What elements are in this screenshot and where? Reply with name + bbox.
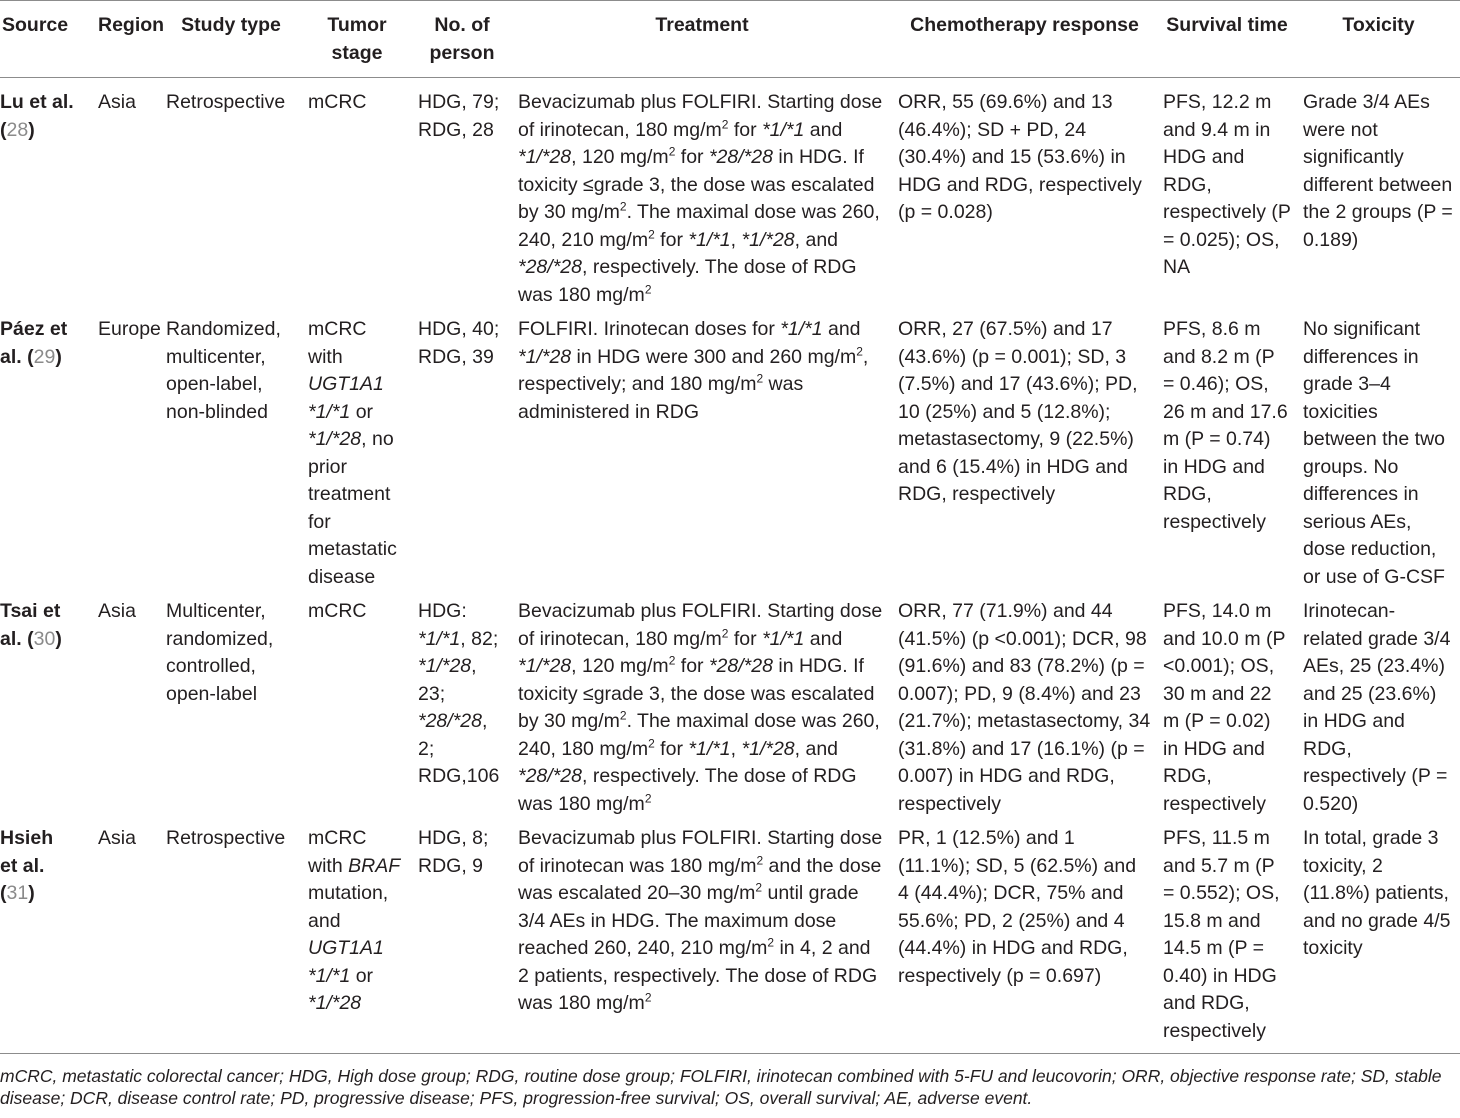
survival-cell: PFS, 11.5 m and 5.7 m (P = 0.552); OS, 15.8 m and 14.5 m (P = 0.40) in HDG and RDG, respectively: [1163, 827, 1280, 1042]
col-header-survival: Survival time: [1166, 14, 1288, 36]
source-cell: Páez et al. (29): [0, 318, 68, 368]
toxicity-cell: In total, grade 3 toxicity, 2 (11.8%) patients, and no grade 4/5 toxicity: [1303, 827, 1451, 959]
source-name: Lu et al.: [0, 91, 74, 113]
treatment-cell: FOLFIRI. Irinotecan doses for *1/*1 and *1/*28 in HDG were 300 and 260 $mg/m^2$, respectively; and 180 $mg/m^2$ was administered in RDG: [518, 318, 869, 423]
table-row: [0, 818, 1460, 1054]
study-type-cell: Retrospective: [166, 827, 286, 849]
source-name: Hsieh et al.: [0, 827, 54, 877]
treatment-cell: Bevacizumab plus FOLFIRI. Starting dose of irinotecan was 180 $mg/m^2$ and the dose was escalated 20–30 $mg/m^2$ until grade 3/4 AEs in HDG. The maximum dose reached 260, 240, 210 $mg/m^2$ in 4, 2 and 2 patients, respectively. The dose of RDG was 180 $mg/m^2$: [518, 827, 883, 1014]
persons-cell: HDG, 79; RDG, 28: [418, 91, 500, 141]
reference-link[interactable]: 30: [33, 627, 56, 650]
source-name: Tsai et al.: [0, 600, 61, 650]
region-cell: Asia: [98, 827, 136, 849]
toxicity-cell: Irinotecan-related grade 3/4 AEs, 25 (23.4%) and 25 (23.6%) in HDG and RDG, respectively (P = 0.520): [1303, 600, 1451, 815]
region-cell: Asia: [98, 600, 136, 622]
survival-cell: PFS, 12.2 m and 9.4 m in HDG and RDG, respectively (P = 0.025); OS, NA: [1163, 91, 1291, 278]
survival-cell: PFS, 8.6 m and 8.2 m (P = 0.46); OS, 26 m and 17.6 m (P = 0.74) in HDG and RDG, respectively: [1163, 318, 1288, 533]
col-header-study-type: Study type: [181, 14, 281, 36]
response-cell: ORR, 55 (69.6%) and 13 (46.4%); SD + PD, 24 (30.4%) and 15 (53.6%) in HDG and RDG, respectively (p = 0.028): [898, 91, 1142, 223]
study-type-cell: Multicenter, randomized, controlled, open-label: [166, 600, 274, 705]
response-cell: PR, 1 (12.5%) and 1 (11.1%); SD, 5 (62.5%) and 4 (44.4%); DCR, 75% and 55.6%; PD, 2 (25%) and 4 (44.4%) in HDG and RDG, respectively (p = 0.697): [898, 827, 1137, 987]
source-cell: Tsai et al. (30): [0, 600, 62, 650]
table-footnote: mCRC, metastatic colorectal cancer; HDG, High dose group; RDG, routine dose group; FOLFIRI, irinotecan combined with 5-FU and leucovorin; ORR, objective response rate; SD, stable disease; DCR, disease control rate; PD, progressive disease; PFS, progression-free survival; OS, overall survival; AE, adverse event.: [0, 1066, 1442, 1108]
tumor-stage-cell: mCRC with UGT1A1 *1/*1 or *1/*28, no prior treatment for metastatic disease: [308, 318, 397, 588]
col-header-response: Chemotherapy response: [910, 14, 1139, 36]
table-row: [0, 309, 1460, 591]
toxicity-cell: Grade 3/4 AEs were not significantly different between the 2 groups (P = 0.189): [1303, 91, 1453, 251]
source-cell: Hsieh et al. (31): [0, 827, 54, 904]
header-row: [0, 1, 1460, 78]
col-header-treatment: Treatment: [655, 14, 749, 36]
study-type-cell: Retrospective: [166, 91, 286, 113]
reference-link[interactable]: 28: [6, 118, 29, 141]
region-cell: Europe: [98, 318, 161, 340]
tumor-stage-cell: mCRC: [308, 600, 367, 622]
table-row: [0, 78, 1460, 310]
toxicity-cell: No significant differences in grade 3–4 toxicities between the two groups. No differences in serious AEs, dose reduction, or use of G-CSF: [1303, 318, 1446, 588]
reference-link[interactable]: 29: [33, 345, 56, 368]
col-header-source: Source: [2, 14, 69, 36]
survival-cell: PFS, 14.0 m and 10.0 m (P <0.001); OS, 30 m and 22 m (P = 0.02) in HDG and RDG, respectively: [1163, 600, 1286, 815]
persons-cell: HDG, 40; RDG, 39: [418, 318, 500, 368]
persons-cell: HDG: *1/*1, 82; *1/*28, 23; *28/*28, 2; RDG,106: [418, 600, 500, 787]
treatment-cell: Bevacizumab plus FOLFIRI. Starting dose of irinotecan, 180 $mg/m^2$ for *1/*1 and *1/*28, 120 $mg/m^2$ for *28/*28 in HDG. If toxicity ≤grade 3, the dose was escalated by 30 $mg/m^2$. The maximal dose was 260, 240, 180 $mg/m^2$ for *1/*1, *1/*28, and *28/*28, respectively. The dose of RDG was 180 $mg/m^2$: [518, 600, 883, 815]
source-cell: Lu et al. (28): [0, 91, 74, 141]
col-header-toxicity: Toxicity: [1342, 14, 1415, 36]
col-header-persons: No. of person: [429, 14, 495, 64]
table-row: [0, 591, 1460, 818]
region-cell: Asia: [98, 91, 136, 113]
study-type-cell: Randomized, multicenter, open-label, non-blinded: [166, 318, 281, 423]
response-cell: ORR, 27 (67.5%) and 17 (43.6%) (p = 0.001); SD, 3 (7.5%) and 17 (43.6%); PD, 10 (25%) and 5 (12.8%); metastasectomy, 9 (22.5%) and 6 (15.4%) in HDG and RDG, respectively: [898, 318, 1138, 505]
persons-cell: HDG, 8; RDG, 9: [418, 827, 489, 877]
col-header-region: Region: [98, 14, 165, 36]
treatment-cell: Bevacizumab plus FOLFIRI. Starting dose of irinotecan, 180 $mg/m^2$ for *1/*1 and *1/*28, 120 $mg/m^2$ for *28/*28 in HDG. If toxicity ≤grade 3, the dose was escalated by 30 $mg/m^2$. The maximal dose was 260, 240, 210 $mg/m^2$ for *1/*1, *1/*28, and *28/*28, respectively. The dose of RDG was 180 $mg/m^2$: [518, 91, 883, 306]
source-name: Páez et al.: [0, 318, 68, 368]
reference-link[interactable]: 31: [6, 882, 29, 904]
tumor-stage-cell: mCRC: [308, 91, 367, 113]
response-cell: ORR, 77 (71.9%) and 44 (41.5%) (p <0.001); DCR, 98 (91.6%) and 83 (78.2%) (p = 0.007); PD, 9 (8.4%) and 23 (21.7%); metastasectomy, 34 (31.8%) and 17 (16.1%) (p = 0.007) in HDG and RDG, respectively: [898, 600, 1151, 815]
col-header-tumor-stage: Tumor stage: [327, 14, 387, 64]
tumor-stage-cell: mCRC with BRAF mutation, and UGT1A1 *1/*1 or *1/*28: [308, 827, 401, 1014]
